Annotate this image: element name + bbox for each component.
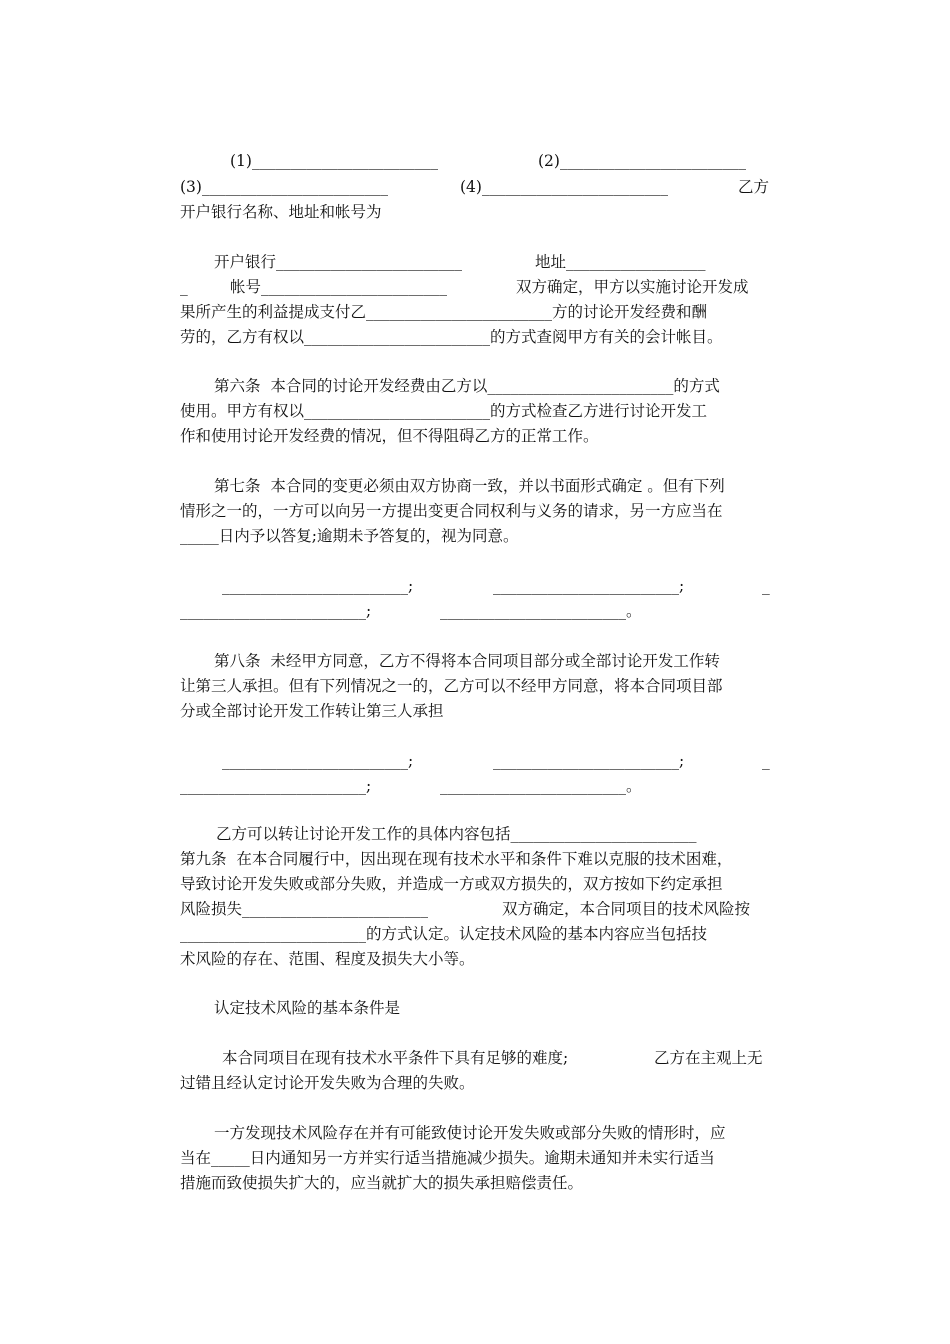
text-segment: 使用。甲方有权以________________________的方式检查乙方进行讨论开发工 (180, 402, 708, 420)
blank-field: ________________________; (493, 577, 685, 595)
text-line (180, 1146, 772, 1170)
text-segment: 乙方 (738, 178, 770, 196)
text-line (180, 424, 772, 448)
blank-field: ________________________; (180, 602, 372, 620)
text-segment: 一方发现技术风险存在并有可能致使讨论开发失败或部分失败的情形时，应 (214, 1124, 726, 1142)
blank-field: ________________________; (222, 577, 414, 595)
text-line (180, 822, 772, 846)
text-line (180, 149, 772, 173)
text-segment: 第八条 未经甲方同意，乙方不得将本合同项目部分或全部讨论开发工作转 (214, 652, 720, 670)
text-segment: 双方确定，甲方以实施讨论开发成 (516, 278, 749, 296)
text-line (180, 200, 772, 224)
text-segment: _____日内予以答复;逾期未予答复的，视为同意。 (180, 527, 519, 545)
text-line (180, 1171, 772, 1195)
text-line (180, 847, 772, 871)
blank-field: ________________________; (493, 752, 685, 770)
text-segment: 开户银行________________________ (214, 253, 463, 271)
blank-field: (3)________________________ (180, 178, 388, 196)
text-segment: 措施而致使损失扩大的，应当就扩大的损失承担赔偿责任。 (180, 1174, 584, 1192)
blank-field: (2)________________________ (538, 152, 746, 170)
text-line (180, 1121, 772, 1145)
text-line (180, 649, 772, 673)
text-line (180, 175, 772, 199)
blank-field: _ (180, 278, 188, 296)
text-line (180, 374, 772, 398)
text-segment: 双方确定，本合同项目的技术风险按 (502, 900, 751, 918)
text-segment: 作和使用讨论开发经费的情况，但不得阻碍乙方的正常工作。 (180, 427, 599, 445)
text-line (180, 300, 772, 324)
text-segment: 开户银行名称、地址和帐号为 (180, 203, 382, 221)
text-segment: 术风险的存在、范围、程度及损失大小等。 (180, 950, 475, 968)
text-line (180, 674, 772, 698)
text-line (180, 749, 772, 773)
blank-field: _ (762, 752, 770, 770)
text-line (180, 922, 772, 946)
blank-field: ________________________; (180, 777, 372, 795)
text-line (180, 275, 772, 299)
text-line (180, 996, 772, 1020)
text-line (180, 574, 772, 598)
text-segment: 第九条 在本合同履行中，因出现在现有技术水平和条件下难以克服的技术困难， (180, 850, 733, 868)
text-line (180, 872, 772, 896)
text-segment: 地址__________________ (535, 253, 706, 271)
blank-field: (1)________________________ (230, 152, 438, 170)
text-segment: ________________________的方式认定。认定技术风险的基本内容应当包括技 (180, 925, 708, 943)
text-segment: 乙方可以转让讨论开发工作的具体内容包括________________________ (216, 825, 697, 843)
blank-field: ________________________; (222, 752, 414, 770)
blank-field: (4)________________________ (460, 178, 668, 196)
blank-field: _ (762, 577, 770, 595)
text-line (180, 325, 772, 349)
text-line (180, 599, 772, 623)
text-segment: 情形之一的，一方可以向另一方提出变更合同权利与义务的请求，另一方应当在 (180, 502, 723, 520)
text-line (180, 774, 772, 798)
text-segment: 本合同项目在现有技术水平条件下具有足够的难度; (222, 1049, 569, 1067)
text-segment: 认定技术风险的基本条件是 (214, 999, 401, 1017)
blank-field: ________________________。 (440, 602, 642, 620)
text-segment: 第六条 本合同的讨论开发经费由乙方以________________________的方式 (214, 377, 720, 395)
text-segment: 当在_____日内通知另一方并实行适当措施减少损失。逾期未通知并未实行适当 (180, 1149, 715, 1167)
text-line (180, 699, 772, 723)
text-segment: 过错且经认定讨论开发失败为合理的失败。 (180, 1074, 475, 1092)
text-segment: 果所产生的利益提成支付乙________________________方的讨论开发经费和酬 (180, 303, 708, 321)
text-segment: 让第三人承担。但有下列情况之一的，乙方可以不经甲方同意，将本合同项目部 (180, 677, 723, 695)
text-line (180, 250, 772, 274)
text-segment: 乙方在主观上无 (654, 1049, 763, 1067)
text-segment: 劳的，乙方有权以________________________的方式查阅甲方有关的会计帐目。 (180, 328, 723, 346)
text-line (180, 474, 772, 498)
blank-field: ________________________。 (440, 777, 642, 795)
text-line (180, 399, 772, 423)
text-segment: 分或全部讨论开发工作转让第三人承担 (180, 702, 444, 720)
text-line (180, 897, 772, 921)
text-segment: 风险损失________________________ (180, 900, 429, 918)
text-segment: 帐号________________________ (230, 278, 448, 296)
text-line (180, 947, 772, 971)
text-segment: 第七条 本合同的变更必须由双方协商一致，并以书面形式确定 。但有下列 (214, 477, 725, 495)
text-line (180, 499, 772, 523)
text-line (180, 1046, 772, 1070)
text-segment: 导致讨论开发失败或部分失败，并造成一方或双方损失的，双方按如下约定承担 (180, 875, 723, 893)
text-line (180, 1071, 772, 1095)
text-line (180, 524, 772, 548)
